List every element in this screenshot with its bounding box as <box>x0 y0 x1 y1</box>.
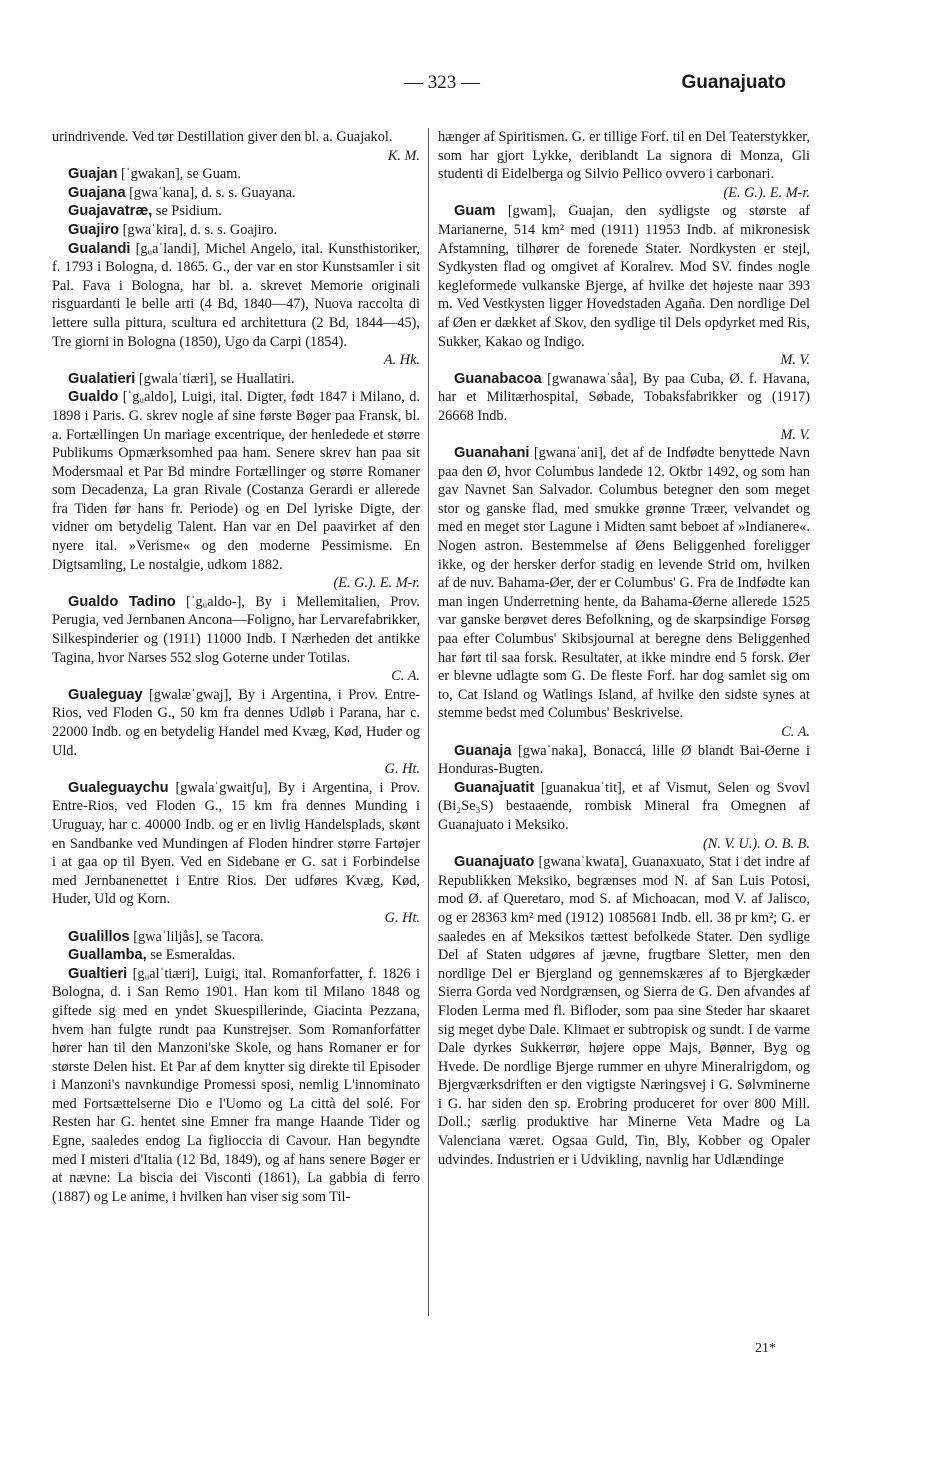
entry-headword: Guajana <box>68 184 126 201</box>
entry-text: [gwanawaˈsåa], By paa Cuba, Ø. f. Havana, har et Militærhospital, Søbade, Tobaksfabrikker og (1917) 26668 Indb. <box>438 370 810 424</box>
entry-headword: Gualdo Tadino <box>68 593 176 610</box>
entry-text: [gwaˈliljås], se Tacora. <box>129 928 264 945</box>
entry-text: [gwanaˈani], det af de Indfødte benyttede Navn paa den Ø, hvor Columbus landede 12. Oktbr 1492, og som han gav Navnet San Salvador. Columbus betegner den som meget stor og ganske flad, med smukke grønne Træer, velvandet og med en meget stor Lagune i Midten samt beboet af »Indianere«. Nogen astron. Bestemmelse af Øens Beliggenhed foreligger ikke, og der hersker derfor stadig en levende Strid om, hvilken af de nuv. Bahama-Øer, der er Columbus' G. Fra de Indfødte kan man ingen Underretning hente, da Bahama-Øerne allerede 1525 var ganske berøvet deres Befolkning, og de skarpsindige Forsøg paa efter Columbus' Skibsjournal at beregne dens Beliggenhed har ført til saa forsk. Resultater, at ikke mindre end 5 forsk. Øer er blevne udlagte som G. De fleste Forf. har dog samlet sig om to, Cat Island og Watlings Island, af hvilke den sidste synes at stemme bedst med Columbus' Beskrivelse. <box>438 445 810 722</box>
entry-headword: Guallamba, <box>68 947 147 964</box>
entry-text: [gwam], Guajan, den sydligste og største af Marianerne, 514 km² med (1911) 11953 Indb. af mikronesisk Afstamning, tilhører de forenede Stater. Nordkysten er stejl, Sydkysten flad og omgivet af Koralrev. Mod SV. findes nogle kegleformede vulkanske Bjerge, af hvilke det højeste naar 393 m. Ved Vestkysten ligger Hovedstaden Agaña. Den nordlige Del af Øen er dækket af Skov, den sydlige til Dels opdyrket med Ris, Sukker, Kakao og Indigo. <box>438 203 810 350</box>
entry-text: [gwalaˈtiæri], se Huallatiri. <box>135 370 295 387</box>
author-signature: G. Ht. <box>384 761 420 778</box>
entry-text: [ˈgwakan], se Guam. <box>117 166 241 183</box>
dictionary-entry <box>52 240 420 370</box>
entry-text: [ˈgᵤaldo], Luigi, ital. Digter, født 1847 i Milano, d. 1898 i Paris. G. skrev nogle af sine første Bøger paa Fransk, bl. a. Fortællingen Un mariage excentrique, der henledede et større Publikums Opmærksomhed paa ham. Senere skrev han paa sit Modersmaal et Par Bd mindre Fortællinger og større Romaner som Decadenza, La gran Rivale (Costanza Gerardi er allerede fra Tiden før hans fr. Periode) og en Del lyriske Digte, der vidner om betydelig Talent. Han var en Del paavirket af den nyere ital. »Verisme« og den moderne Pessimisme. En Digtsamling, Le nostalgie, udkom 1882. <box>52 389 420 573</box>
entry-headword: Gualillos <box>68 928 130 945</box>
entry-headword: Guam <box>454 203 496 220</box>
dictionary-entry <box>438 202 810 369</box>
entry-text: urindrivende. Ved tør Destillation giver den bl. a. Guajakol. <box>52 129 393 145</box>
dictionary-entry <box>438 128 810 202</box>
author-signature: M. V. <box>780 426 810 443</box>
dictionary-entry <box>52 779 420 928</box>
right-column <box>438 128 810 1169</box>
entry-text: [gwaˈkana], d. s. s. Guayana. <box>125 184 296 201</box>
dictionary-entry <box>52 128 420 165</box>
dictionary-entry <box>52 202 420 221</box>
author-signature: K. M. <box>387 147 420 164</box>
entry-text: [gwaˈnaka], Bonaccá, lille Ø blandt Bai-Øerne i Honduras-Bugten. <box>438 742 810 778</box>
entry-text: [gᵤaˈlandi], Michel Angelo, ital. Kunsthistoriker, f. 1793 i Bologna, d. 1865. G., der var en stor Kunstsamler i sit Pal. Fava i Bologna, har bl. a. skrevet Memorie originali risguardanti le belle arti (4 Bd, 1840—47), Nuova raccolta di lettere sulla pittura, scultura ed architettura (2 Bd, 1844—45), Tre giorni in Bologna (1850), Ugo da Carpi (1854). <box>52 240 420 350</box>
column-divider <box>428 128 429 1316</box>
dictionary-entry <box>52 165 420 184</box>
entry-text: hænger af Spiritismen. G. er tillige Forf. til en Del Teaterstykker, som har gjort Lykke, deriblandt La signora di Monza, Gli studenti di Eidelberga og Silvio Pellico ovvero i carbonari. <box>438 129 810 183</box>
entry-text: [gᵤalˈtiæri], Luigi, ital. Romanforfatter, f. 1826 i Bologna, d. i San Remo 1901. Han kom til Milano 1848 og giftede sig med en yndet Skuespillerinde, Giacinta Pezzana, hvem han fulgte rundt paa Kunstrejser. Som Romanforfatter hører han til den Manzoni'ske Skole, og hans Romaner er for største Delen hist. Et Par af dem knytter sig direkte til Episoder i Manzoni's navnkundige Promessi sposi, nemlig L'innominato med Fortsættelserne Dio e l'Uomo og La città del solé. For Resten har G. hentet sine Emner fra mange Haande Tider og Egne, saaledes endog La figlioccia di Cavour. Han begyndte med I misteri d'Italia (12 Bd, 1849), og af hans senere Bøger er at nævne: La biscia dei Visconti (1861), La gabbia di ferro (1887) og Le anime, i hvilken han viser sig som Til- <box>52 965 420 1205</box>
entry-headword: Gualeguay <box>68 686 143 703</box>
page-header <box>52 72 786 102</box>
author-signature: A. Hk. <box>383 352 420 369</box>
entry-headword: Guanabacoa <box>454 370 542 387</box>
entry-headword: Guanaja <box>454 742 512 759</box>
author-signature: (E. G.). E. M-r. <box>723 184 810 201</box>
entry-headword: Guanahani <box>454 445 530 462</box>
entry-headword: Guajavatræ, <box>68 203 153 220</box>
entry-text: [gwalaˈgwaitʃu], By i Argentina, i Prov. Entre-Rios, ved Floden G., 15 km fra dennes Munding i Uruguay, har c. 40000 Indb. og er en livlig Handelsplads, skønt en Sandbanke ved Mundingen af Floden hindrer større Fartøjer i at gaa op til Byen. Ved en Sidebane er G. sat i Forbindelse med Jernbanenettet i Entre Rios. Der udføres Kvæg, Kød, Huder, Uld og Korn. <box>52 779 420 908</box>
dictionary-entry <box>52 370 420 389</box>
entry-headword: Guajan <box>68 166 118 183</box>
signature-mark: 21* <box>755 1341 776 1356</box>
entry-headword: Gualandi <box>68 240 131 257</box>
author-signature: (E. G.). E. M-r. <box>333 575 420 592</box>
entry-text: se Psidium. <box>152 203 222 220</box>
author-signature: M. V. <box>780 352 810 369</box>
entry-headword: Gualdo <box>68 389 119 406</box>
page-number: — 323 — <box>404 72 480 93</box>
entry-headword: Guajiro <box>68 221 120 238</box>
dictionary-entry <box>438 444 810 742</box>
entry-headword: Guanajuatit <box>454 779 535 796</box>
author-signature: C. A. <box>781 724 810 740</box>
dictionary-entry <box>52 221 420 240</box>
running-head: Guanajuato <box>681 72 786 93</box>
entry-text: [gwalæˈgwaj], By i Argentina, i Prov. Entre-Rios, ved Floden G., 50 km fra dennes Udløb i Parana, har c. 22000 Indb. og en betydelig Handel med Kvæg, Kød, Huder og Uld. <box>52 686 420 759</box>
entry-headword: Gualatieri <box>68 370 136 387</box>
entry-text: [gwanaˈkwata], Guanaxuato, Stat i det indre af Republikken Meksiko, begrænses mod N. af San Luis Potosi, mod Ø. af Queretaro, mod S. af Michoacan, mod V. af Jalisco, og er 28363 km² med (1912) 1085681 Indb. ell. 38 pr km²; G. er saaledes en af Meksikos tættest befolkede Stater. Den sydlige Del af Staten udgøres af jævne, frugtbare Sletter, men den nordlige Del er Bjergland og gennemskæres af to Bjergkæder Sierra Gorda ved Nordgrænsen, og Sierra de G. Den afvandes af Floden Lerma med fl. Bifloder, som paa sine Steder har skaaret sig meget dybe Dale. Klimaet er subtropisk og sundt. I de varme Dale dyrkes Sukkerrør, højere oppe Majs, Bønner, Byg og Hvede. De nordlige Bjerge rummer en uhyre Mineralrigdom, og Bjergværksdriften er den vigtigste Næringsvej i G. Sølvminerne i G. har siden den sp. Erobring produceret for over 800 Mill. Doll.; særlig produktive har Minerne Veta Madre og La Valenciana været. Ogsaa Guld, Tin, Bly, Kobber og Opaler udvindes. Industrien er i Udvikling, navnlig har Udlændinge <box>438 854 810 1168</box>
author-signature: (N. V. U.). O. B. B. <box>703 835 810 852</box>
dictionary-entry <box>438 370 810 444</box>
dictionary-entry <box>438 853 810 1169</box>
entry-headword: Guanajuato <box>454 854 535 871</box>
author-signature: G. Ht. <box>384 909 420 926</box>
dictionary-entry <box>52 686 420 779</box>
dictionary-entry <box>52 388 420 593</box>
dictionary-entry <box>52 593 420 686</box>
dictionary-entry <box>52 965 420 1207</box>
entry-headword: Gualeguaychu <box>68 779 169 796</box>
entry-text: se Esmeraldas. <box>146 947 236 964</box>
left-column <box>52 128 420 1206</box>
dictionary-entry <box>52 928 420 947</box>
dictionary-entry <box>438 742 810 779</box>
author-signature: C. A. <box>391 668 420 685</box>
entry-text: [gwaˈkira], d. s. s. Goajiro. <box>119 221 278 238</box>
dictionary-entry <box>438 779 810 853</box>
entry-text: [guanakuaˈtit], et af Vismut, Selen og Svovl (Bi₂Se₃S) bestaaende, rombisk Mineral fra Omegnen af Guanajuato i Meksiko. <box>438 779 810 833</box>
entry-headword: Gualtieri <box>68 965 128 982</box>
dictionary-entry <box>52 184 420 203</box>
entry-text: [ˈgᵤaldo-], By i Mellemitalien, Prov. Perugia, ved Jernbanen Ancona—Foligno, har Lervarefabrikker, Silkespinderier og (1911) 11000 Indb. I Nærheden det antikke Tagina, hvor Narses 552 slog Goterne under Totilas. <box>52 593 420 666</box>
dictionary-entry <box>52 946 420 965</box>
